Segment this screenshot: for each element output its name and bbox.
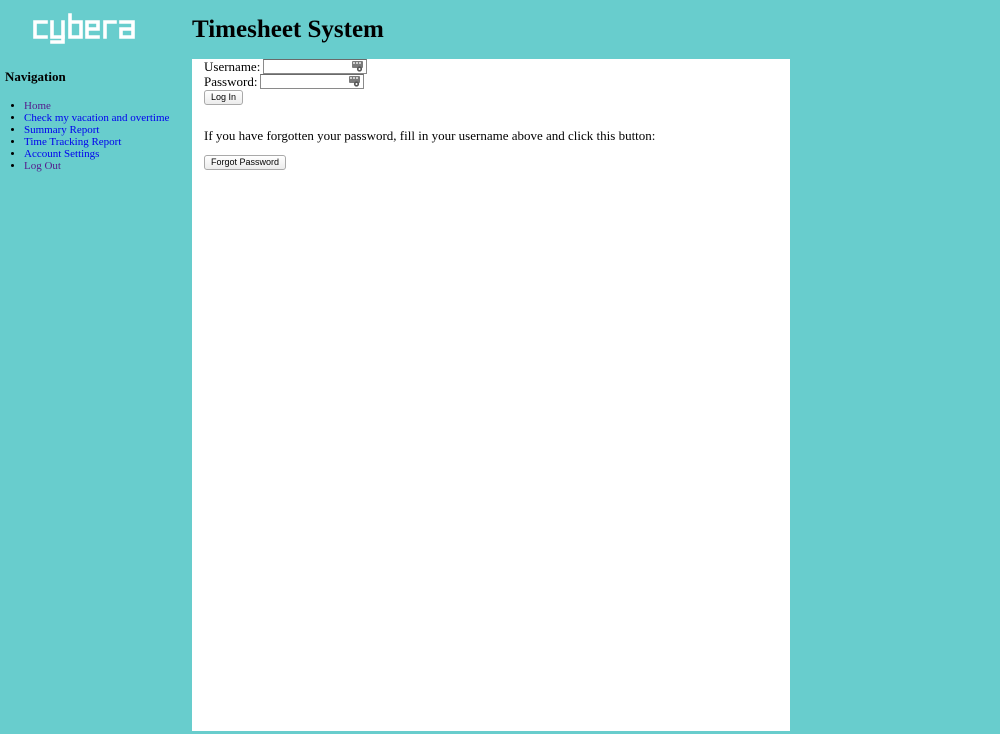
nav-link-log-out[interactable]: Log Out	[24, 160, 61, 172]
nav-item-log-out	[24, 160, 190, 172]
password-label: Password:	[204, 74, 258, 89]
nav-link-summary-report[interactable]: Summary Report	[24, 124, 100, 136]
forgot-password-instructions: If you have forgotten your password, fill in your username above and click this button:	[204, 128, 656, 143]
cybera-logo	[30, 12, 152, 46]
username-input[interactable]	[263, 59, 367, 74]
nav-item-summary-report	[24, 124, 190, 136]
login-form	[204, 59, 778, 167]
nav-item-vacation-overtime	[24, 112, 190, 124]
nav-link-vacation-overtime[interactable]: Check my vacation and overtime	[24, 112, 170, 124]
password-manager-icon	[349, 76, 360, 87]
forgot-password-button[interactable]: Forgot Password	[204, 155, 286, 170]
password-row	[204, 74, 778, 89]
nav-list	[0, 100, 190, 172]
username-row	[204, 59, 778, 74]
password-manager-icon	[352, 61, 363, 72]
page-title: Timesheet System	[192, 16, 384, 43]
nav-item-time-tracking-report	[24, 136, 190, 148]
nav-item-account-settings	[24, 148, 190, 160]
username-label: Username:	[204, 59, 261, 74]
nav-link-home[interactable]: Home	[24, 100, 51, 112]
password-input[interactable]	[260, 74, 364, 89]
nav-link-time-tracking-report[interactable]: Time Tracking Report	[24, 136, 122, 148]
login-button[interactable]: Log In	[204, 90, 243, 105]
nav-item-home	[24, 100, 190, 112]
nav-heading: Navigation	[5, 69, 66, 84]
nav-link-account-settings[interactable]: Account Settings	[24, 148, 100, 160]
main-content	[192, 59, 790, 731]
sidebar	[0, 68, 190, 172]
